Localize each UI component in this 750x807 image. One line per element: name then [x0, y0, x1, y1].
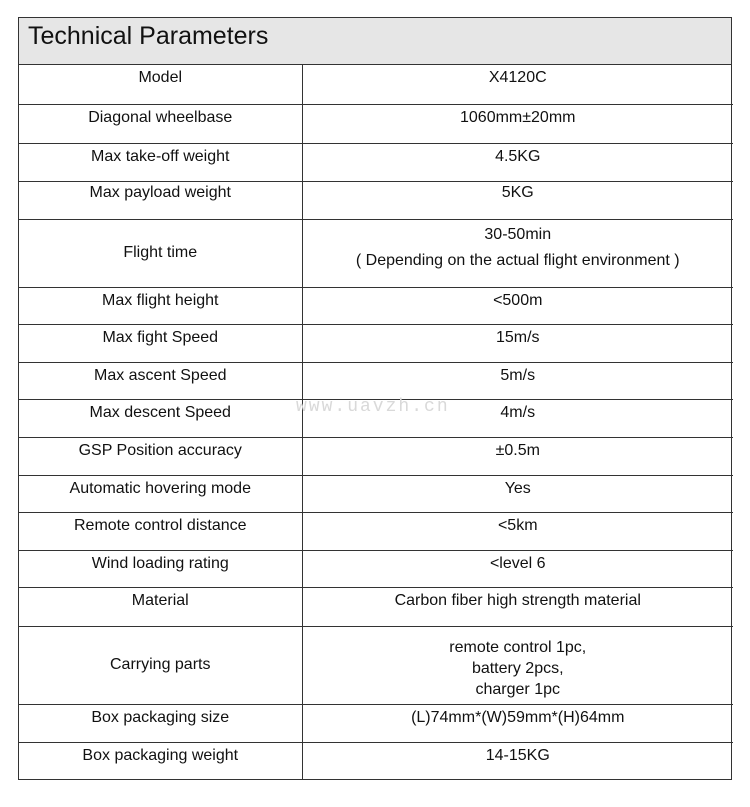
param-name: Max flight height: [101, 291, 219, 309]
param-name: GSP Position accuracy: [78, 441, 242, 459]
param-value-line: Carbon fiber high strength material: [394, 591, 641, 609]
param-value-cell: [302, 65, 733, 104]
param-name: Carrying parts: [110, 656, 211, 673]
param-value: [303, 288, 734, 311]
param-value-cell: [302, 512, 733, 550]
param-value: [303, 588, 734, 611]
param-name: Box packaging weight: [82, 746, 239, 764]
param-value-cell: [302, 704, 733, 742]
param-value-line: remote control 1pc,: [449, 638, 587, 656]
param-value: [303, 513, 734, 536]
param-value-cell: [302, 626, 733, 704]
param-value: [303, 65, 734, 88]
param-name-cell: [19, 104, 302, 143]
param-value-cell: [302, 362, 733, 399]
param-value-cell: [302, 550, 733, 587]
table-row: [19, 104, 733, 143]
param-value: [303, 363, 734, 386]
param-value-line: charger 1pc: [475, 680, 560, 698]
param-name-cell: [19, 181, 302, 219]
param-value-line: battery 2pcs,: [471, 659, 564, 677]
param-name-cell: [19, 512, 302, 550]
param-value: [303, 144, 734, 167]
param-name-cell: [19, 362, 302, 399]
table-row: [19, 181, 733, 219]
table-row: [19, 475, 733, 512]
param-name-cell: [19, 324, 302, 362]
param-value-line: (L)74mm*(W)59mm*(H)64mm: [411, 708, 625, 726]
param-value-line: 1060mm±20mm: [460, 108, 576, 126]
param-value: [303, 400, 734, 423]
param-value-cell: [302, 437, 733, 475]
param-name-cell: [19, 626, 302, 704]
param-value-cell: [302, 324, 733, 362]
param-name-cell: [19, 399, 302, 437]
param-value-line: 4.5KG: [495, 147, 541, 165]
param-name-cell: [19, 143, 302, 181]
table-row: [19, 324, 733, 362]
param-name: Max payload weight: [89, 183, 231, 201]
param-name-cell: [19, 704, 302, 742]
table-row: [19, 704, 733, 742]
parameters-table-body: [19, 65, 733, 779]
param-name-cell: [19, 550, 302, 587]
param-value-cell: [302, 219, 733, 287]
param-name: Flight time: [123, 244, 198, 261]
table-row: [19, 742, 733, 779]
param-value: [303, 705, 734, 728]
param-value-cell: [302, 587, 733, 626]
table-row: [19, 437, 733, 475]
param-value-line: <5km: [497, 516, 538, 534]
param-value-line: 4m/s: [500, 403, 536, 421]
param-name-cell: [19, 587, 302, 626]
param-value-line: ( Depending on the actual flight environment ): [355, 251, 680, 269]
param-value-cell: [302, 475, 733, 512]
page-title: Technical Parameters: [28, 22, 269, 50]
param-value-cell: [302, 143, 733, 181]
table-row: [19, 587, 733, 626]
table-row: [19, 399, 733, 437]
param-name-cell: [19, 219, 302, 287]
param-name: Automatic hovering mode: [69, 479, 251, 497]
param-value: [303, 551, 734, 574]
technical-parameters-table-container: [18, 17, 732, 780]
param-value-line: ±0.5m: [495, 441, 540, 459]
param-value-cell: [302, 181, 733, 219]
table-row: [19, 626, 733, 704]
param-value-line: 30-50min: [484, 225, 552, 243]
param-value-line: <level 6: [489, 554, 546, 572]
param-value-line: 5KG: [501, 183, 534, 201]
param-value: [303, 105, 734, 128]
param-value-line: 14-15KG: [485, 746, 550, 764]
param-value-line: 15m/s: [495, 328, 540, 346]
param-value-line: Yes: [504, 479, 531, 497]
table-row: [19, 287, 733, 324]
param-name-cell: [19, 742, 302, 779]
param-name: Diagonal wheelbase: [88, 108, 233, 126]
param-value-line: <500m: [493, 291, 543, 309]
param-name: Max ascent Speed: [93, 366, 227, 384]
table-row: [19, 550, 733, 587]
param-name-cell: [19, 287, 302, 324]
param-value: [303, 182, 734, 203]
table-row: [19, 219, 733, 287]
param-value-cell: [302, 287, 733, 324]
param-value-cell: [302, 742, 733, 779]
parameters-table: [19, 65, 733, 779]
param-value: [303, 438, 734, 461]
table-row: [19, 143, 733, 181]
table-row: [19, 362, 733, 399]
param-name-cell: [19, 65, 302, 104]
param-name: Max take-off weight: [91, 147, 230, 165]
param-value-line: 5m/s: [500, 366, 536, 384]
table-row: [19, 512, 733, 550]
watermark-text: www.uavzh.cn: [296, 397, 450, 417]
param-value-cell: [302, 104, 733, 143]
param-name: Model: [138, 69, 183, 86]
param-name: Wind loading rating: [91, 554, 229, 572]
param-name: Box packaging size: [91, 708, 230, 726]
param-name: Max fight Speed: [102, 328, 219, 346]
param-value-cell: [302, 399, 733, 437]
param-name: Material: [131, 591, 189, 609]
param-name: Max descent Speed: [89, 403, 231, 421]
param-value-line: X4120C: [488, 69, 547, 86]
param-value: [303, 220, 734, 274]
table-row: [19, 65, 733, 104]
param-name: Remote control distance: [73, 516, 247, 534]
table-header: [19, 18, 731, 65]
param-name-cell: [19, 475, 302, 512]
param-value: [303, 743, 734, 766]
param-name-cell: [19, 437, 302, 475]
param-value: [303, 627, 734, 700]
param-value: [303, 476, 734, 499]
param-value: [303, 325, 734, 348]
